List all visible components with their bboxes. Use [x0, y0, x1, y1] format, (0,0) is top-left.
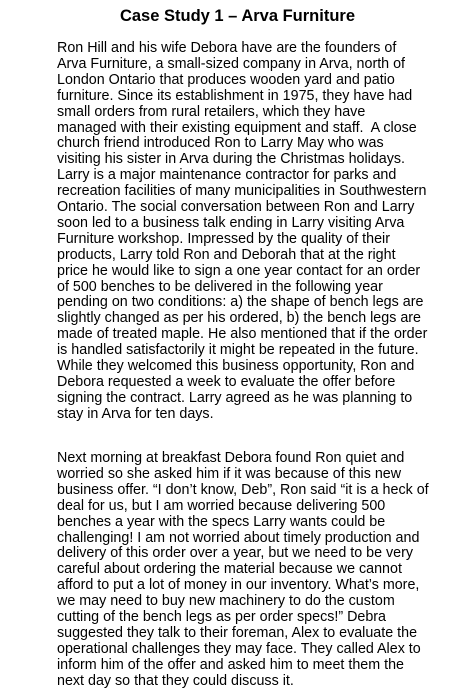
paragraph-line: is handled satisfactorily it might be repeated in the future. [57, 342, 419, 359]
paragraph-line: careful about ordering the material because we cannot [57, 561, 402, 578]
paragraph-line: Furniture workshop. Impressed by the quality of their [57, 230, 390, 247]
paragraph-line: pending on two conditions: a) the shape of bench legs are [57, 294, 424, 311]
paragraph-line: cutting of the bench legs as per order specs!” Debra [57, 609, 387, 625]
paragraph-line: Debora requested a week to evaluate the offer before [57, 373, 396, 390]
paragraph-line: furniture. Since its establishment in 1975, they have had [57, 87, 413, 104]
paragraph-line: soon led to a business talk ending in Larry visiting Arva [57, 214, 405, 231]
paragraph-line: benches a year with the specs Larry wants could be [57, 513, 386, 530]
paragraph-line: London Ontario that produces wooden yard and patio [57, 71, 395, 88]
paragraph-line: business offer. “I don’t know, Deb”, Ron said “it is a heck of [57, 481, 429, 498]
paragraph-line: visiting his sister in Arva during the Christmas holidays. [57, 151, 406, 168]
paragraph-line: Next morning at breakfast Debora found Ron quiet and [57, 450, 405, 466]
paragraph-line: Arva Furniture, a small-sized company in Arva, north of [57, 55, 406, 72]
paragraph-line: managed with their existing equipment and staff. A close [57, 119, 417, 136]
paragraph-line: challenging! I am not worried about timely production and [57, 529, 420, 546]
paragraph-line: inform him of the offer and asked him to meet them the [57, 656, 405, 673]
paragraph-line: slightly changed as per his ordered, b) the bench legs are [57, 310, 421, 327]
paragraph-line: church friend introduced Ron to Larry May who was [57, 135, 384, 152]
paragraph-line: signing the contract. Larry agreed as he was planning to [57, 389, 413, 406]
paragraph-line: afford to put a lot of money in our inventory. What’s more, [57, 577, 420, 594]
paragraph-line: delivery of this order over a year, but we need to be very [57, 545, 414, 562]
paragraph-line: stay in Arva for ten days. [57, 405, 214, 422]
paragraph-line: suggested they talk to their foreman, Alex to evaluate the [57, 624, 418, 641]
paragraph-line: recreation facilities of many municipalities in Southwestern [57, 183, 427, 200]
paragraph-line: price he would like to sign a one year contact for an order [57, 262, 421, 279]
paragraph-line: deal for us, but I am worried because delivering 500 [57, 497, 386, 514]
paragraph-line: we may need to buy new machinery to do the custom [57, 593, 395, 610]
paragraph-line: Larry is a major maintenance contractor for parks and [57, 167, 397, 184]
paragraph-line: While they welcomed this business opportunity, Ron and [57, 358, 415, 374]
paragraph-line: operational challenges they may face. They called Alex to [57, 640, 421, 657]
paragraph-line: of 500 benches to be delivered in the following year [57, 278, 383, 295]
paragraph-line: next day so that they could discuss it. [57, 672, 294, 689]
paragraph-line: Ron Hill and his wife Debora have are the founders of [57, 40, 397, 56]
paragraph-line: made of treated maple. He also mentioned that if the order [57, 326, 428, 343]
paragraph-line: products, Larry told Ron and Deborah that at the right [57, 246, 396, 263]
paragraph-line: Ontario. The social conversation between Ron and Larry [57, 199, 415, 215]
paragraph-line: small orders from rural retailers, which they have [57, 103, 366, 120]
document-title: Case Study 1 – Arva Furniture [119, 7, 356, 25]
paragraph-line: worried so she asked him if it was because of this new [57, 465, 402, 482]
